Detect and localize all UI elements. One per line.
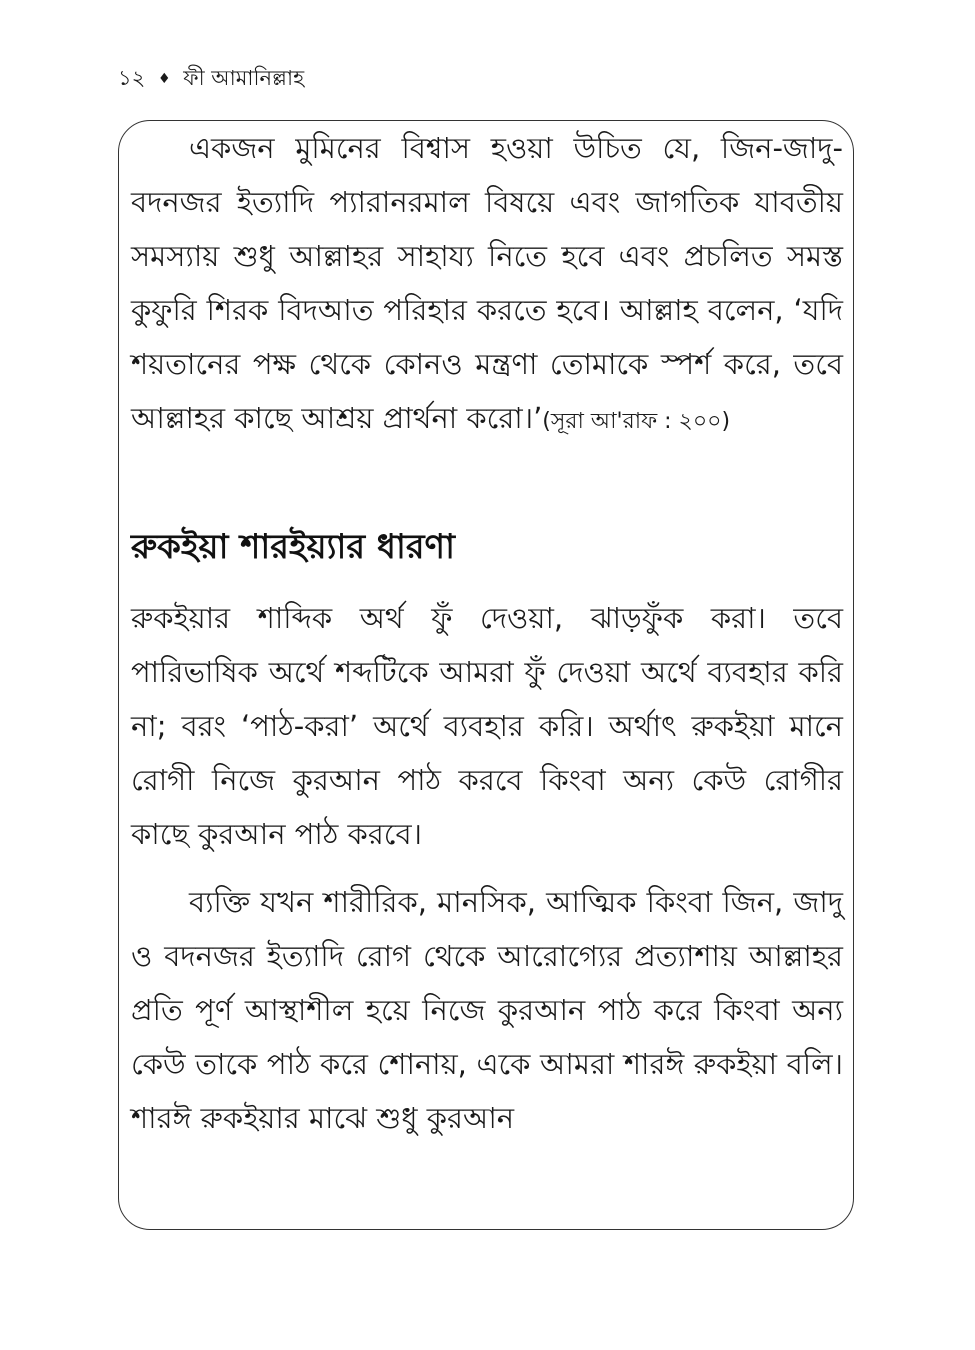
paragraph-belief xyxy=(131,121,843,449)
page-number: ১২ xyxy=(118,66,146,90)
frame-content xyxy=(131,121,843,1145)
book-title: ফী আমানিল্লাহ xyxy=(183,66,305,90)
section-heading: রুকইয়া শারইয়্যার ধারণা xyxy=(131,527,455,567)
paragraph-belief-text: একজন মুমিনের বিশ্বাস হওয়া উচিত যে, জিন-জাদু-বদনজর ইত্যাদি প্যারানরমাল বিষয়ে এবং জাগতিক যাবতীয় সমস্যায় শুধু আল্লাহর সাহায্য নিতে হবে এবং প্রচলিত সমস্ত কুফুরি শিরক বিদআত পরিহার করতে হবে। আল্লাহ বলেন, ‘যদি শয়তানের পক্ষ থেকে কোনও মন্ত্রণা তোমাকে স্পর্শ করে, তবে আল্লাহর কাছে আশ্রয় প্রার্থনা করো।’ xyxy=(131,131,843,435)
running-header xyxy=(118,62,304,95)
quran-citation: (সূরা আ'রাফ : ২০০) xyxy=(542,409,731,434)
rounded-text-frame xyxy=(118,120,854,1230)
diamond-separator-icon: ♦ xyxy=(157,71,171,87)
paragraph-ruqyah-meaning: রুকইয়ার শাব্দিক অর্থ ফুঁ দেওয়া, ঝাড়ফুঁক করা। তবে পারিভাষিক অর্থে শব্দটিকে আমরা ফুঁ দেওয়া অর্থে ব্যবহার করি না; বরং ‘পাঠ-করা’ অর্থে ব্যবহার করি। অর্থাৎ রুকইয়া মানে রোগী নিজে কুরআন পাঠ করবে কিংবা অন্য কেউ রোগীর কাছে কুরআন পাঠ করবে। xyxy=(131,601,843,851)
paragraph-ruqyah-definition: ব্যক্তি যখন শারীরিক, মানসিক, আত্মিক কিংবা জিন, জাদু ও বদনজর ইত্যাদি রোগ থেকে আরোগ্যের প্রত্যাশায় আল্লাহর প্রতি পূর্ণ আস্থাশীল হয়ে নিজে কুরআন পাঠ করে কিংবা অন্য কেউ তাকে পাঠ করে শোনায়, একে আমরা শারঈ রুকইয়া বলি। শারঈ রুকইয়ার মাঝে শুধু কুরআন xyxy=(131,885,843,1135)
